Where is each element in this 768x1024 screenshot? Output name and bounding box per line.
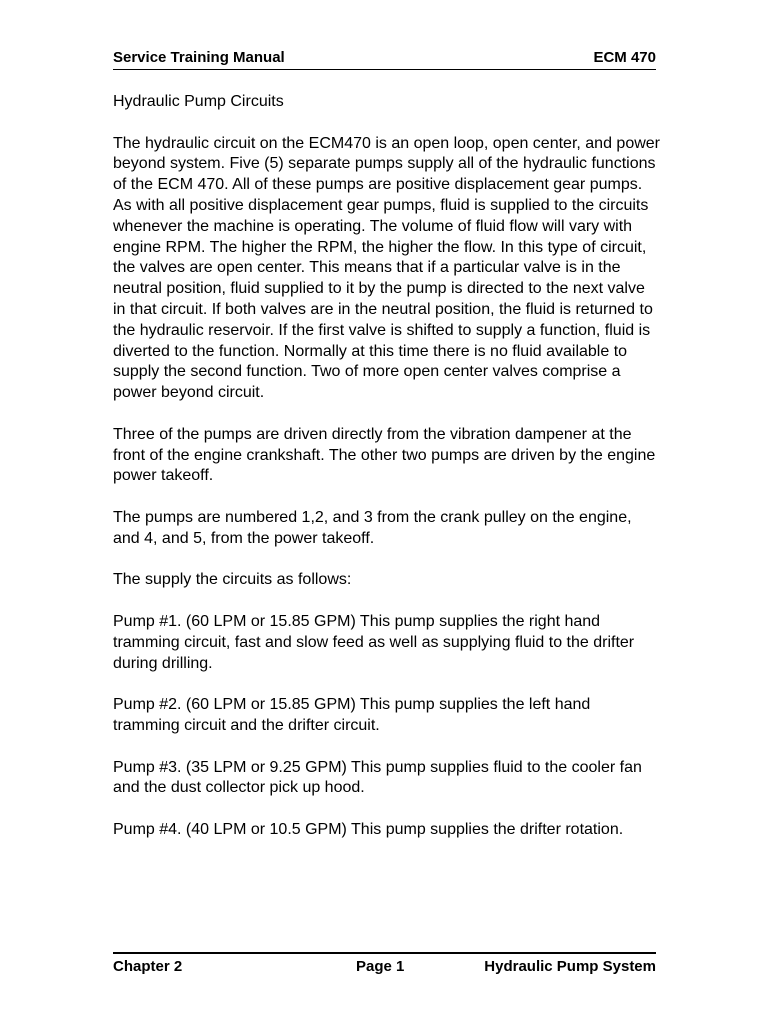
chapter-label: Chapter 2	[113, 958, 183, 975]
paragraph-pump-3: Pump #3. (35 LPM or 9.25 GPM) This pump supplies fluid to the cooler fan and the dust collector pick up hood.	[113, 758, 642, 797]
manual-title: Service Training Manual	[113, 49, 285, 66]
running-footer	[113, 957, 656, 979]
paragraph-pump-numbering: The pumps are numbered 1,2, and 3 from the crank pulley on the engine, and 4, and 5, from the power takeoff.	[113, 508, 632, 547]
header-divider	[113, 69, 656, 70]
section-title: Hydraulic Pump Circuits	[113, 93, 284, 110]
page-number: Page 1	[356, 958, 405, 975]
paragraph-supply-intro: The supply the circuits as follows:	[113, 571, 352, 589]
paragraph-pump-1: Pump #1. (60 LPM or 15.85 GPM) This pump supplies the right hand tramming circuit, fast and slow feed as well as supplying fluid to the drifter during drilling.	[113, 612, 635, 672]
body-content	[113, 92, 661, 841]
running-header	[113, 48, 656, 70]
paragraph-pump-drive: Three of the pumps are driven directly from the vibration dampener at the front of the engine crankshaft. The other two pumps are driven by the engine power takeoff.	[113, 425, 656, 485]
chapter-title: Hydraulic Pump System	[484, 958, 656, 975]
paragraph-pump-2: Pump #2. (60 LPM or 15.85 GPM) This pump supplies the left hand tramming circuit and the drifter circuit.	[113, 696, 591, 734]
paragraph-circuit-overview: The hydraulic circuit on the ECM470 is an open loop, open center, and power beyond system. Five (5) separate pumps supply all of the hydraulic functions of the ECM 470. All of these pumps are positive displacement gear pumps. As with all positive displacement gear pumps, fluid is supplied to the circuits whenever the machine is operating. The volume of fluid flow will vary with engine RPM. The higher the RPM, the higher the flow. In this type of circuit, the valves are open center. This means that if a particular valve is in the neutral position, fluid supplied to it by the pump is directed to the next valve in that circuit. If both valves are in the neutral position, the fluid is returned to the hydraulic reservoir. If the first valve is shifted to supply a function, fluid is diverted to the function. Normally at this time there is no fluid available to supply the second function. Two of more open center valves comprise a power beyond circuit.	[113, 134, 660, 402]
model-number: ECM 470	[593, 49, 656, 66]
footer-divider	[113, 952, 656, 954]
paragraph-pump-4: Pump #4. (40 LPM or 10.5 GPM) This pump supplies the drifter rotation.	[113, 820, 624, 838]
